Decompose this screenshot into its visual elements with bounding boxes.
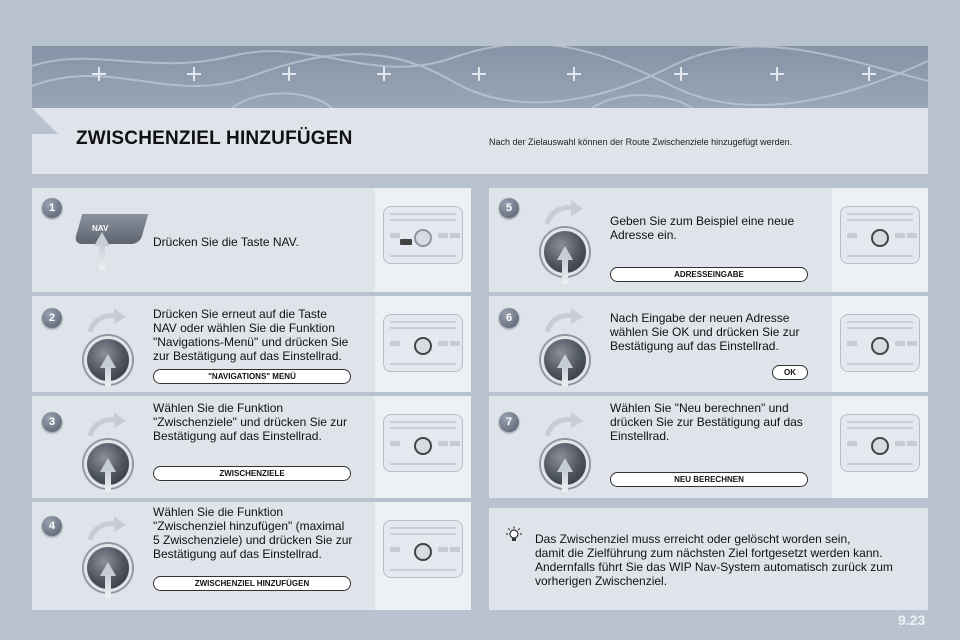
step-text-line: drücken Sie zur Bestätigung auf das xyxy=(610,415,803,429)
step-text-line: Nach Eingabe der neuen Adresse xyxy=(610,311,790,325)
console-thumbnail xyxy=(375,188,471,292)
step-text-line: Bestätigung auf das Einstellrad. xyxy=(610,339,779,353)
console-thumbnail xyxy=(832,396,928,498)
step-2 xyxy=(32,296,471,392)
step-number: 6 xyxy=(499,308,519,328)
step-text xyxy=(153,401,383,443)
step-text-line: Drücken Sie erneut auf die Taste xyxy=(153,307,327,321)
step-text xyxy=(610,214,830,242)
note-text-line: Das Zwischenziel muss erreicht oder gelöscht worden sein, xyxy=(535,532,851,546)
step-text-line: NAV oder wählen Sie die Funktion xyxy=(153,321,335,335)
step-text xyxy=(610,401,830,443)
step-text xyxy=(153,307,383,363)
step-text-line: Bestätigung auf das Einstellrad. xyxy=(153,429,322,443)
step-text-line: "Navigations-Menü" und drücken Sie xyxy=(153,335,349,349)
top-banner xyxy=(32,46,928,108)
step-number: 7 xyxy=(499,412,519,432)
menu-label-pill: NEU BERECHNEN xyxy=(610,472,808,487)
note-text-line: damit die Zielführung zum nächsten Ziel fortgesetzt werden kann. xyxy=(535,546,883,560)
note-text-line: vorherigen Zwischenziel. xyxy=(535,574,668,588)
console-thumbnail xyxy=(832,296,928,392)
rotate-arrow-icon xyxy=(543,412,583,438)
note-text xyxy=(535,532,920,588)
step-5 xyxy=(489,188,928,292)
rotate-arrow-icon xyxy=(543,308,583,334)
nav-key-label: NAV xyxy=(92,224,109,233)
step-3 xyxy=(32,396,471,498)
step-text-line: Wählen Sie die Funktion xyxy=(153,401,284,415)
rotate-arrow-icon xyxy=(543,200,583,226)
step-text-line: wählen Sie OK und drücken Sie zur xyxy=(610,325,800,339)
contour-pattern xyxy=(32,46,928,108)
console-thumbnail xyxy=(375,296,471,392)
step-4 xyxy=(32,502,471,610)
note-box xyxy=(489,508,928,610)
step-1 xyxy=(32,188,471,292)
bulb-icon xyxy=(505,526,523,544)
step-number: 3 xyxy=(42,412,62,432)
step-text-line: zur Bestätigung auf das Einstellrad. xyxy=(153,349,342,363)
header-corner xyxy=(32,108,58,134)
step-text xyxy=(153,235,383,249)
menu-label-pill: ZWISCHENZIEL HINZUFÜGEN xyxy=(153,576,351,591)
rotate-arrow-icon xyxy=(86,412,126,438)
step-text xyxy=(153,505,383,561)
step-number: 4 xyxy=(42,516,62,536)
intro-text: Nach der Zielauswahl können der Route Zwischenziele hinzugefügt werden. xyxy=(489,137,793,147)
step-text-line: Wählen Sie "Neu berechnen" und xyxy=(610,401,789,415)
step-6 xyxy=(489,296,928,392)
step-number: 2 xyxy=(42,308,62,328)
step-text-line: Bestätigung auf das Einstellrad. xyxy=(153,547,322,561)
step-text-line: Adresse ein. xyxy=(610,228,677,242)
step-text xyxy=(610,311,830,353)
step-text-line: Drücken Sie die Taste NAV. xyxy=(153,235,299,249)
step-text-line: Geben Sie zum Beispiel eine neue xyxy=(610,214,795,228)
step-text-line: 5 Zwischenziele) und drücken Sie zur xyxy=(153,533,353,547)
step-text-line: "Zwischenziel hinzufügen" (maximal xyxy=(153,519,345,533)
rotate-arrow-icon xyxy=(86,516,126,542)
menu-label-pill: "NAVIGATIONS" MENÜ xyxy=(153,369,351,384)
console-thumbnail xyxy=(832,188,928,292)
step-text-line: Einstellrad. xyxy=(610,429,670,443)
nav-key-icon xyxy=(78,214,144,244)
console-thumbnail xyxy=(375,502,471,610)
menu-label-pill: ZWISCHENZIELE xyxy=(153,466,351,481)
ok-pill: OK xyxy=(772,365,808,380)
step-7 xyxy=(489,396,928,498)
step-number: 5 xyxy=(499,198,519,218)
note-text-line: Andernfalls führt Sie das WIP Nav-System automatisch zurück zum xyxy=(535,560,893,574)
page-number: 9.23 xyxy=(898,612,926,628)
rotate-arrow-icon xyxy=(86,308,126,334)
console-thumbnail xyxy=(375,396,471,498)
step-number: 1 xyxy=(42,198,62,218)
page-title: ZWISCHENZIEL HINZUFÜGEN xyxy=(76,128,353,149)
step-text-line: Wählen Sie die Funktion xyxy=(153,505,284,519)
menu-label-pill: ADRESSEINGABE xyxy=(610,267,808,282)
step-text-line: "Zwischenziele" und drücken Sie zur xyxy=(153,415,347,429)
